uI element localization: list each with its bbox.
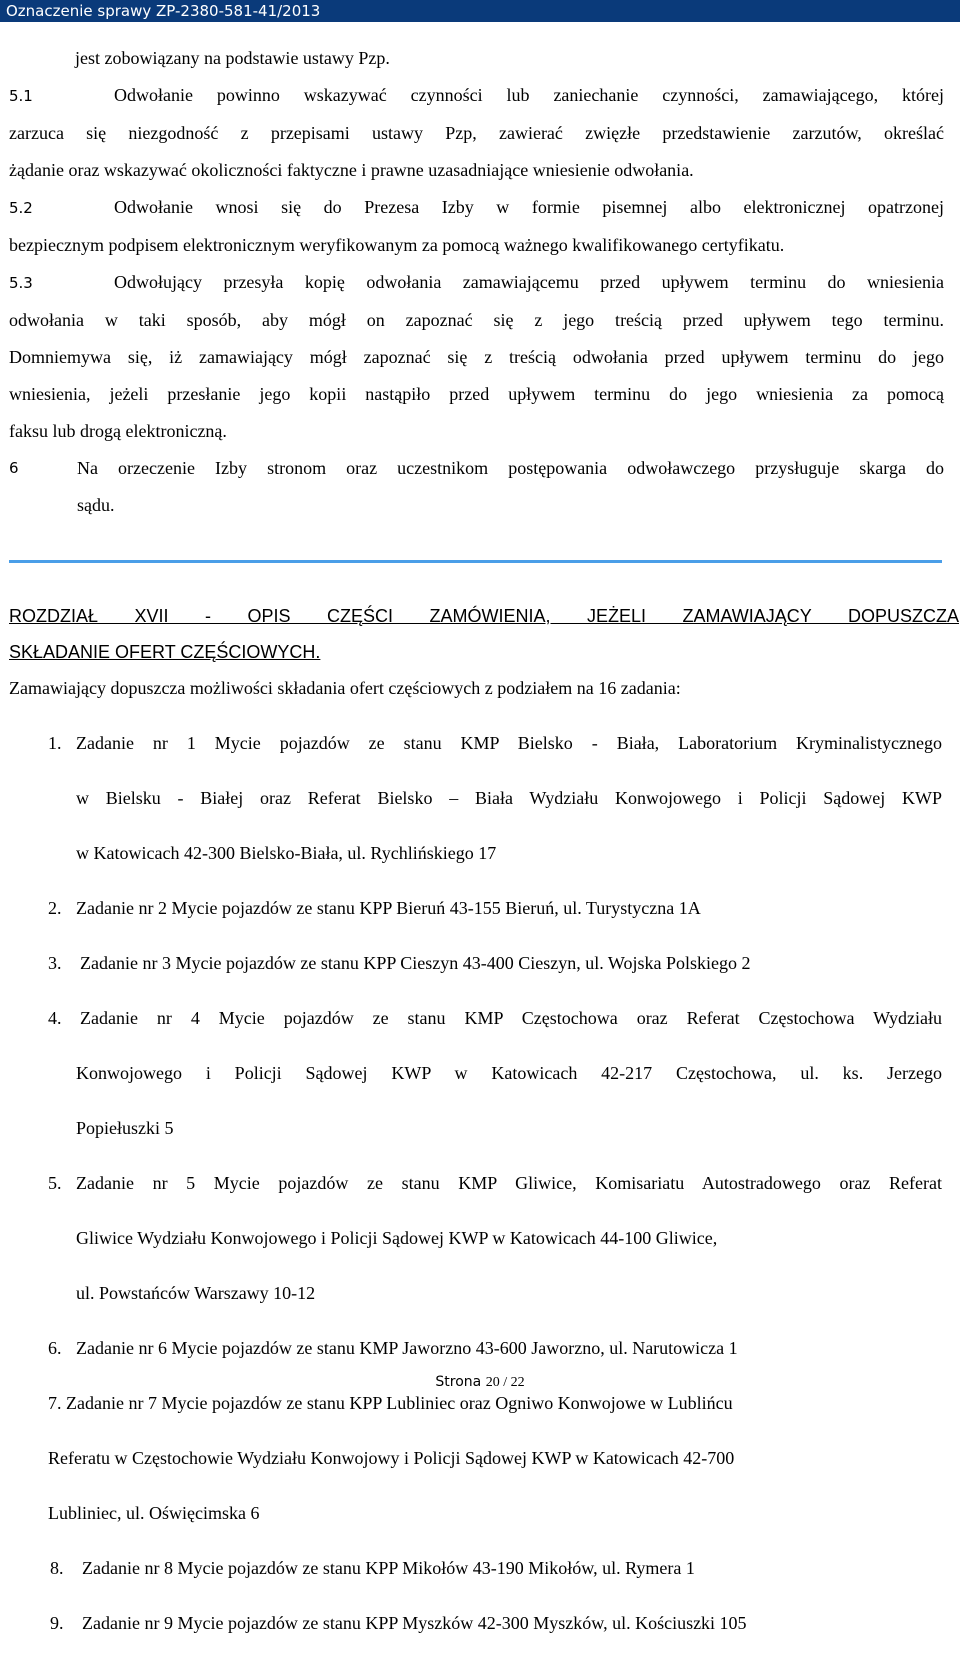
task-line: ul. Powstańców Warszawy 10-12 xyxy=(76,1283,316,1303)
list-item xyxy=(48,890,942,927)
chapter-heading xyxy=(9,598,959,670)
list-item xyxy=(48,1165,942,1312)
task-number: 1. xyxy=(48,733,62,753)
paragraph-line: bezpiecznym podpisem elektronicznym weryfikowanym za pomocą ważnego kwalifikowanego certyfikatu. xyxy=(9,235,785,255)
list-item xyxy=(48,1605,942,1642)
task-line: Zadanie nr 9 Mycie pojazdów ze stanu KPP Myszków 42-300 Myszków, ul. Kościuszki 105 xyxy=(82,1613,747,1633)
task-number: 5. xyxy=(48,1173,62,1193)
task-line: Konwojowego i Policji Sądowej KWP w Katowicach 42-217 Częstochowa, ul. ks. Jerzego xyxy=(76,1063,942,1083)
page-number: 20 / 22 xyxy=(485,1375,525,1390)
task-number: 4. xyxy=(48,1008,62,1028)
page-footer xyxy=(0,1374,960,1391)
paragraph-line: wniesienia, jeżeli przesłanie jego kopii nastąpiło przed upływem terminu do jego wniesienia za pomocą xyxy=(9,384,944,404)
task-line: Zadanie nr 5 Mycie pojazdów ze stanu KMP Gliwice, Komisariatu Autostradowego oraz Referat xyxy=(76,1173,942,1193)
section-divider xyxy=(9,560,942,563)
case-reference-title: Oznaczenie sprawy ZP-2380-581-41/2013 xyxy=(6,2,321,20)
list-item xyxy=(48,1550,942,1587)
document-header xyxy=(0,0,960,22)
task-line: Popiełuszki 5 xyxy=(76,1118,174,1138)
paragraph-line: faksu lub drogą elektroniczną. xyxy=(9,421,227,441)
task-number: 9. xyxy=(50,1613,64,1633)
paragraph-line: żądanie oraz wskazywać okoliczności faktyczne i prawne uzasadniające wniesienie odwołania. xyxy=(9,160,694,180)
paragraph-line: Na orzeczenie Izby stronom oraz uczestnikom postępowania odwoławczego przysługuje skarga do xyxy=(77,458,944,478)
task-number: 6. xyxy=(48,1338,62,1358)
task-line: Gliwice Wydziału Konwojowego i Policji Sądowej KWP w Katowicach 44-100 Gliwice, xyxy=(76,1228,718,1248)
task-line: Zadanie nr 7 Mycie pojazdów ze stanu KPP Lubliniec oraz Ogniwo Konwojowe w Lublińcu xyxy=(66,1393,733,1413)
paragraph-6 xyxy=(9,450,944,524)
paragraph-5-3 xyxy=(9,264,944,450)
list-item xyxy=(48,945,942,982)
paragraph-number: 5.1 xyxy=(9,87,33,105)
paragraph-line: Domniemywa się, iż zamawiający mógł zapoznać się z treścią odwołania przed upływem terminu do jego xyxy=(9,347,944,367)
paragraph-line: odwołania w taki sposób, aby mógł on zapoznać się z jego treścią przed upływem tego terminu. xyxy=(9,310,944,330)
list-item xyxy=(48,1385,942,1532)
list-item xyxy=(48,1000,942,1147)
list-item xyxy=(48,1330,942,1367)
task-line: Zadanie nr 6 Mycie pojazdów ze stanu KMP Jaworzno 43-600 Jaworzno, ul. Narutowicza 1 xyxy=(76,1338,738,1358)
task-line: Zadanie nr 4 Mycie pojazdów ze stanu KMP Częstochowa oraz Referat Częstochowa Wydziału xyxy=(80,1008,942,1028)
task-line: w Katowicach 42-300 Bielsko-Biała, ul. Rychlińskiego 17 xyxy=(76,843,497,863)
paragraph-number: 6 xyxy=(9,459,19,477)
task-number: 8. xyxy=(50,1558,64,1578)
task-number: 2. xyxy=(48,898,62,918)
task-line: w Bielsku - Białej oraz Referat Bielsko – Biała Wydziału Konwojowego i Policji Sądowej KWP xyxy=(76,788,942,808)
paragraph-line: sądu. xyxy=(77,495,115,515)
paragraph-line: Odwołanie powinno wskazywać czynności lub zaniechanie czynności, zamawiającego, której xyxy=(114,85,944,105)
continuation-line: jest zobowiązany na podstawie ustawy Pzp. xyxy=(75,48,390,68)
task-number: 3. xyxy=(48,953,62,973)
list-item xyxy=(48,725,942,872)
task-line: Lubliniec, ul. Oświęcimska 6 xyxy=(48,1503,260,1523)
task-list xyxy=(48,707,942,1660)
chapter-heading-line: ROZDZIAŁ XVII - OPIS CZĘŚCI ZAMÓWIENIA, JEŻELI ZAMAWIAJĄCY DOPUSZCZA xyxy=(9,606,959,626)
paragraph-number: 5.2 xyxy=(9,199,33,217)
tasks-intro: Zamawiający dopuszcza możliwości składania ofert częściowych z podziałem na 16 zadania: xyxy=(9,678,681,698)
task-line: Zadanie nr 8 Mycie pojazdów ze stanu KPP Mikołów 43-190 Mikołów, ul. Rymera 1 xyxy=(82,1558,695,1578)
paragraph-line: Odwołanie wnosi się do Prezesa Izby w formie pisemnej albo elektronicznej opatrzonej xyxy=(114,197,944,217)
page-label: Strona xyxy=(435,1374,482,1390)
chapter-heading-line: SKŁADANIE OFERT CZĘŚCIOWYCH. xyxy=(9,642,321,662)
document-body xyxy=(9,40,944,524)
paragraph-line: zarzuca się niezgodność z przepisami ustawy Pzp, zawierać zwięzłe przedstawienie zarzutów, określać xyxy=(9,123,944,143)
paragraph-number: 5.3 xyxy=(9,274,33,292)
task-line: Referatu w Częstochowie Wydziału Konwojowy i Policji Sądowej KWP w Katowicach 42-700 xyxy=(48,1448,735,1468)
task-number: 7. xyxy=(48,1393,62,1413)
paragraph-5-2 xyxy=(9,189,944,264)
task-line: Zadanie nr 2 Mycie pojazdów ze stanu KPP Bieruń 43-155 Bieruń, ul. Turystyczna 1A xyxy=(76,898,701,918)
task-line: Zadanie nr 3 Mycie pojazdów ze stanu KPP Cieszyn 43-400 Cieszyn, ul. Wojska Polskiego 2 xyxy=(80,953,751,973)
paragraph-5-1 xyxy=(9,77,944,189)
paragraph-line: Odwołujący przesyła kopię odwołania zamawiającemu przed upływem terminu do wniesienia xyxy=(114,272,944,292)
task-line: Zadanie nr 1 Mycie pojazdów ze stanu KMP Bielsko - Biała, Laboratorium Kryminalistycznego xyxy=(76,733,942,753)
